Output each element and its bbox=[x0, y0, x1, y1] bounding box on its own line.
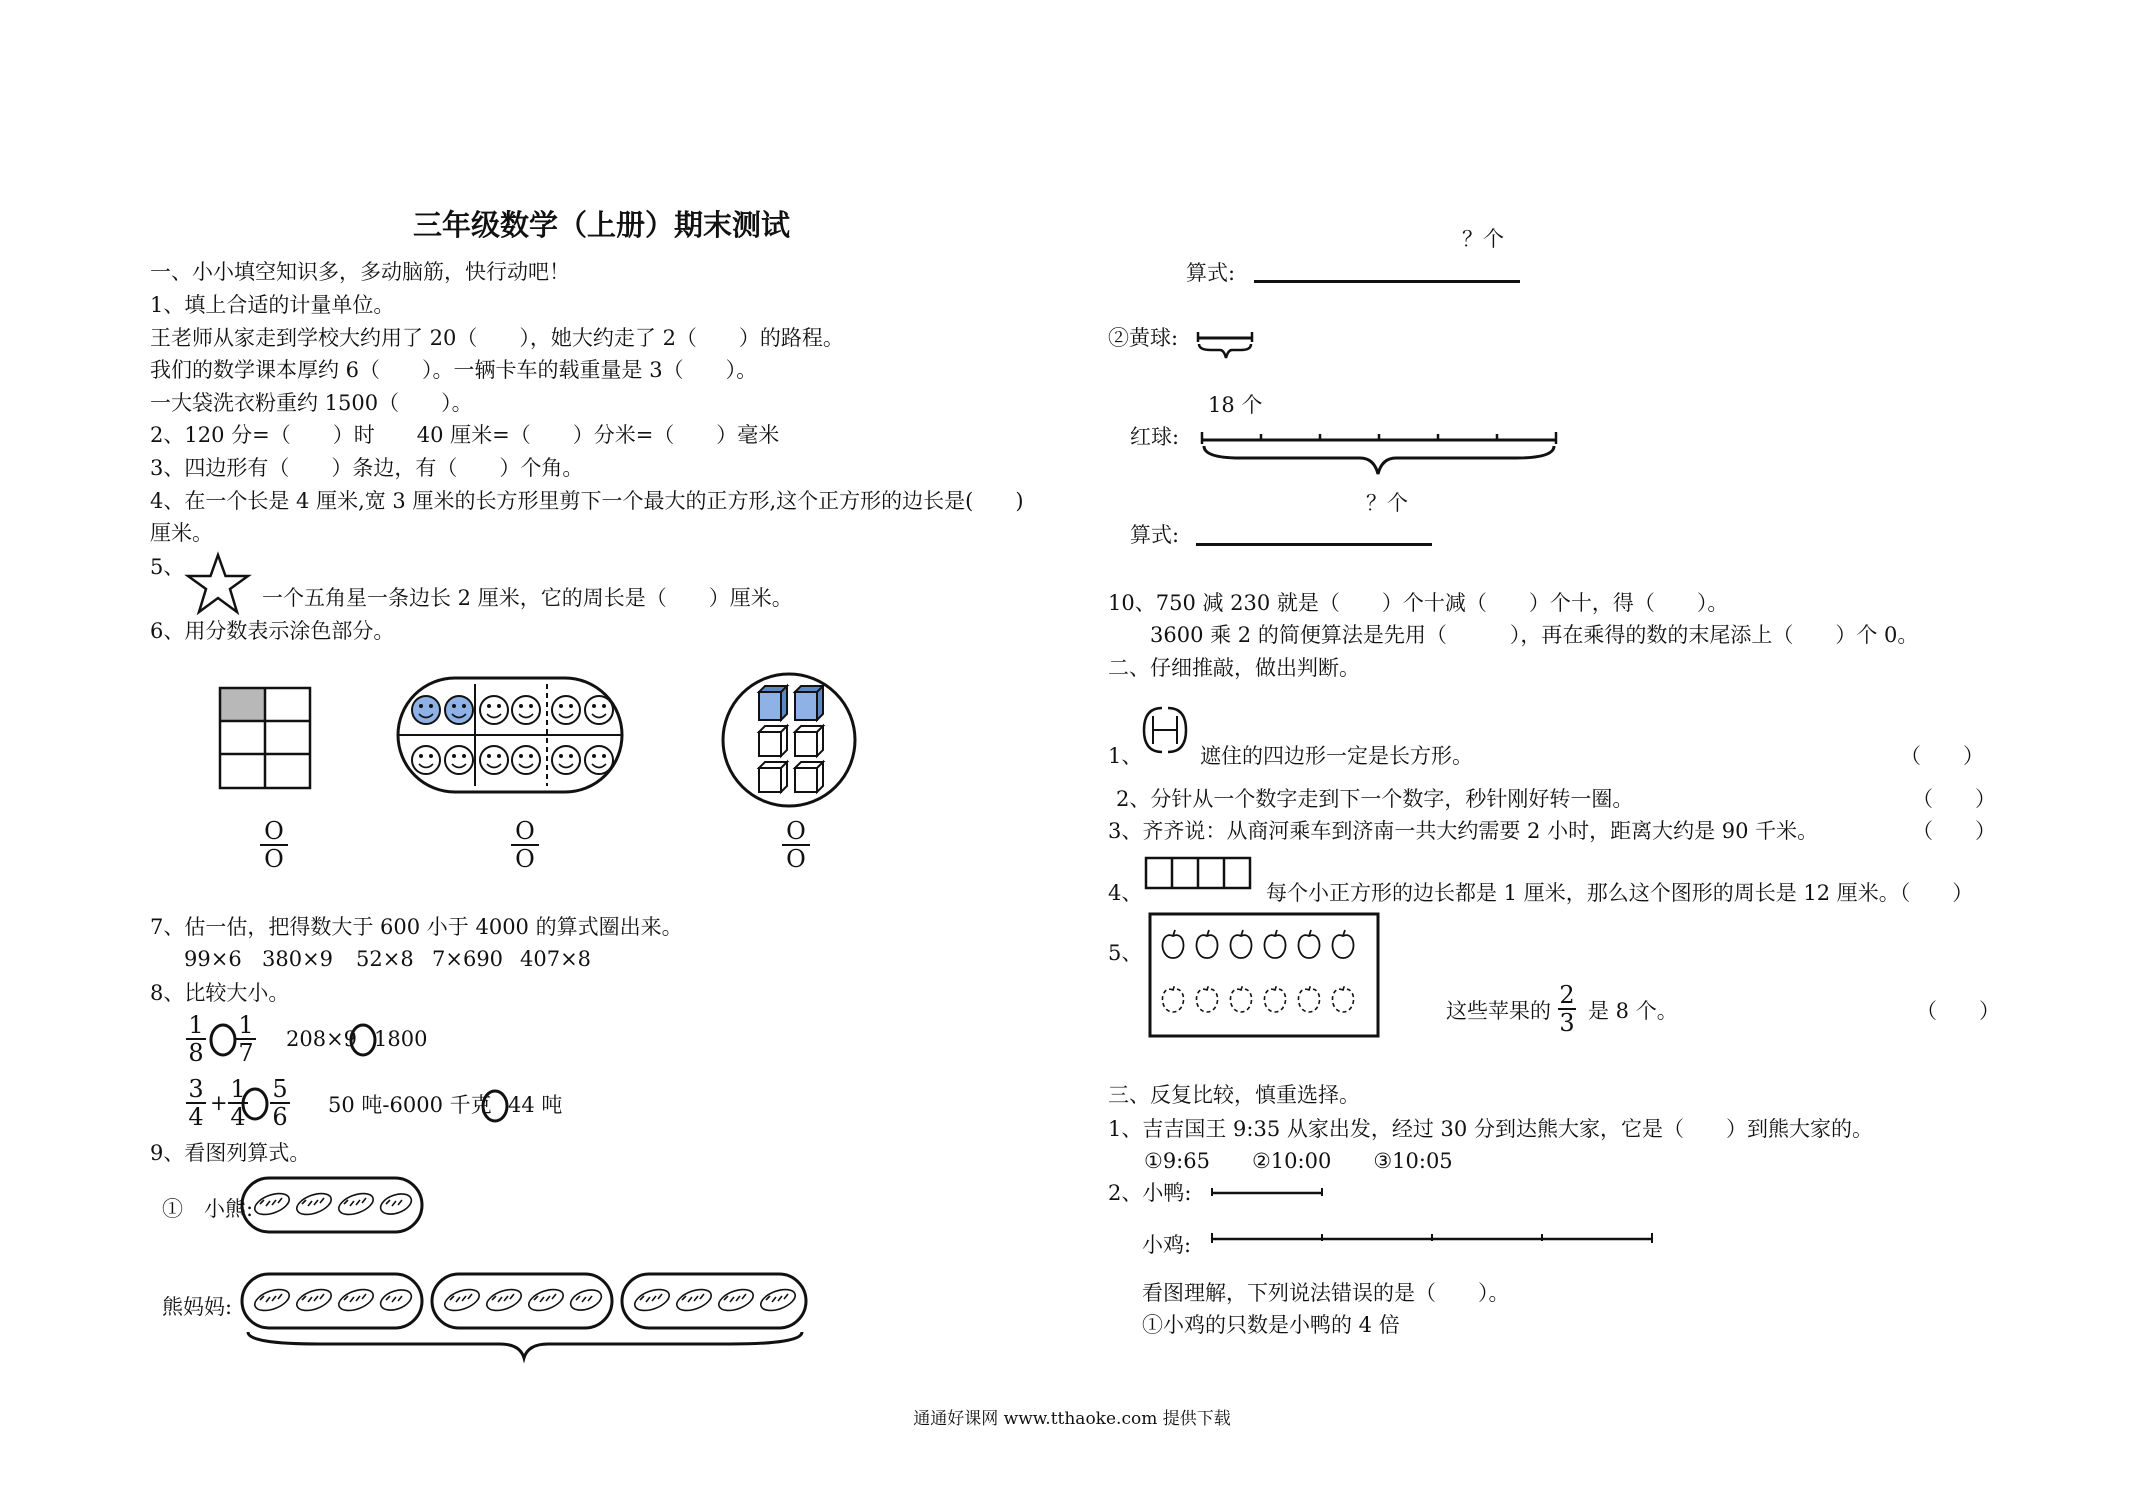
judge-2: 2、分针从一个数字走到下一个数字，秒针刚好转一圈。 bbox=[1116, 787, 1634, 811]
compare-fraction-1-8: 1 8 bbox=[178, 1012, 214, 1066]
judge-5-number: 5、 bbox=[1108, 941, 1143, 965]
section-2-heading: 二、仔细推敲，做出判断。 bbox=[1108, 656, 1360, 680]
judge-5-answer[interactable]: （ ） bbox=[1916, 999, 2000, 1023]
judge-4-number: 4、 bbox=[1108, 881, 1143, 905]
answer-fraction-2[interactable]: O O bbox=[505, 818, 545, 872]
compare-circle-4[interactable] bbox=[480, 1088, 510, 1124]
question-1-line-b: 我们的数学课本厚约 6（ ）。一辆卡车的载重量是 3（ ）。 bbox=[150, 358, 758, 382]
judge-3-answer[interactable]: （ ） bbox=[1912, 819, 1996, 843]
compare-expr-2: 50 吨-6000 千克 bbox=[328, 1093, 492, 1117]
question-7: 7、估一估，把得数大于 600 小于 4000 的算式圈出来。 bbox=[150, 915, 683, 939]
compare-fraction-3-4: 3 4 bbox=[178, 1076, 214, 1130]
question-4-line-a: 4、在一个长是 4 厘米,宽 3 厘米的长方形里剪下一个最大的正方形,这个正方形的边长是( ) bbox=[150, 489, 1024, 513]
four-squares-figure bbox=[1144, 856, 1254, 892]
question-5-number: 5、 bbox=[150, 555, 185, 579]
section-3-heading: 三、反复比较，慎重选择。 bbox=[1108, 1083, 1360, 1107]
apples-figure bbox=[1148, 912, 1380, 1038]
section-1-heading: 一、小小填空知识多，多动脑筋，快行动吧！ bbox=[150, 260, 570, 284]
choice-2-option-1[interactable]: ①小鸡的只数是小鸭的 4 倍 bbox=[1142, 1313, 1400, 1337]
yellow-ball-label: ②黄球: bbox=[1108, 326, 1179, 350]
choice-1-options[interactable]: ①9:65 ②10:00 ③10:05 bbox=[1144, 1149, 1453, 1173]
choice-2-question: 看图理解，下列说法错误的是（ ）。 bbox=[1142, 1281, 1510, 1305]
question-4-line-b: 厘米。 bbox=[150, 521, 213, 545]
question-1-line-c: 一大袋洗衣粉重约 1500（ ）。 bbox=[150, 391, 473, 415]
judge-1: 遮住的四边形一定是长方形。 bbox=[1200, 744, 1473, 768]
compare-value-2: 44 吨 bbox=[508, 1093, 563, 1117]
judge-3: 3、齐齐说：从商河乘车到济南一共大约需要 2 小时，距离大约是 90 千米。 bbox=[1108, 819, 1819, 843]
compare-fraction-1-7: 1 7 bbox=[228, 1012, 264, 1066]
unknown-count-label-2: ？个 bbox=[1366, 491, 1408, 515]
choice-2-chick-label: 小鸡: bbox=[1142, 1233, 1192, 1257]
compare-fraction-5-6: 5 6 bbox=[262, 1076, 298, 1130]
cubes-in-circle-figure bbox=[721, 672, 857, 808]
question-10-line-b: 3600 乘 2 的简便算法是先用（ ），再在乘得的数的末尾添上（ ）个 0。 bbox=[1150, 623, 1919, 647]
q7-expression-2[interactable]: 380×9 bbox=[262, 947, 334, 971]
question-6: 6、用分数表示涂色部分。 bbox=[150, 619, 395, 643]
judge-4: 每个小正方形的边长都是 1 厘米，那么这个图形的周长是 12 厘米。（ ） bbox=[1266, 881, 1974, 905]
judge-5-prefix: 这些苹果的 bbox=[1446, 999, 1551, 1023]
corn-group-little-bear bbox=[240, 1176, 424, 1234]
compare-expr-1: 208×9 bbox=[286, 1027, 358, 1051]
duck-segment bbox=[1210, 1186, 1326, 1200]
answer-fraction-3[interactable]: O O bbox=[776, 818, 816, 872]
question-10-line-a: 10、750 减 230 就是（ ）个十减（ ）个十，得（ ）。 bbox=[1108, 591, 1729, 615]
yellow-ball-segment bbox=[1196, 328, 1256, 362]
q7-expression-1[interactable]: 99×6 bbox=[184, 947, 242, 971]
question-2: 2、120 分=（ ）时 40 厘米=（ ）分米=（ ）毫米 bbox=[150, 423, 780, 447]
question-9: 9、看图列算式。 bbox=[150, 1141, 311, 1165]
question-5: 一个五角星一条边长 2 厘米，它的周长是（ ）厘米。 bbox=[262, 586, 793, 610]
judge-5-fraction: 2 3 bbox=[1559, 981, 1575, 1037]
unknown-count-label-1: ？个 bbox=[1462, 227, 1504, 251]
covered-quadrilateral-icon bbox=[1142, 704, 1188, 756]
judge-2-answer[interactable]: （ ） bbox=[1912, 787, 1996, 811]
smiley-faces-figure bbox=[396, 676, 624, 794]
q7-expression-4[interactable]: 7×690 bbox=[432, 947, 504, 971]
count-18-label: 18 个 bbox=[1208, 393, 1263, 417]
q7-expression-5[interactable]: 407×8 bbox=[520, 947, 592, 971]
judge-5-suffix: 是 8 个。 bbox=[1588, 999, 1678, 1023]
plus-sign: + bbox=[210, 1091, 228, 1115]
judge-1-answer[interactable]: （ ） bbox=[1900, 744, 1984, 768]
question-1: 1、填上合适的计量单位。 bbox=[150, 293, 395, 317]
question-8: 8、比较大小。 bbox=[150, 981, 290, 1005]
mother-bear-label: 熊妈妈: bbox=[162, 1295, 233, 1319]
star-icon bbox=[186, 552, 250, 616]
red-ball-segment bbox=[1200, 426, 1560, 482]
compare-value-1: 1800 bbox=[374, 1027, 428, 1051]
grid-figure bbox=[218, 686, 312, 790]
question-1-line-a: 王老师从家走到学校大约用了 20（ ），她大约走了 2（ ）的路程。 bbox=[150, 326, 844, 350]
formula-answer-line-1[interactable] bbox=[1254, 280, 1520, 283]
choice-1: 1、吉吉国王 9:35 从家出发，经过 30 分到达熊大家，它是（ ）到熊大家的。 bbox=[1108, 1117, 1873, 1141]
bear-label: ① 小熊: bbox=[162, 1197, 254, 1221]
q7-expression-3[interactable]: 52×8 bbox=[356, 947, 414, 971]
formula-answer-line-2[interactable] bbox=[1196, 543, 1432, 546]
formula-label-2: 算式: bbox=[1130, 523, 1180, 547]
red-ball-label: 红球: bbox=[1130, 425, 1180, 449]
footer: 通通好课网 www.tthaoke.com 提供下载 bbox=[913, 1409, 1231, 1429]
page-title: 三年级数学（上册）期末测试 bbox=[413, 208, 791, 242]
corn-groups-mother-bear bbox=[240, 1272, 810, 1362]
judge-1-number: 1、 bbox=[1108, 744, 1143, 768]
choice-2-duck-label: 2、小鸭: bbox=[1108, 1181, 1192, 1205]
formula-label-1: 算式: bbox=[1186, 261, 1236, 285]
answer-fraction-1[interactable]: O O bbox=[254, 818, 294, 872]
compare-fraction-1-4: 1 4 bbox=[220, 1076, 256, 1130]
chick-segment bbox=[1210, 1232, 1656, 1246]
question-3: 3、四边形有（ ）条边，有（ ）个角。 bbox=[150, 456, 584, 480]
